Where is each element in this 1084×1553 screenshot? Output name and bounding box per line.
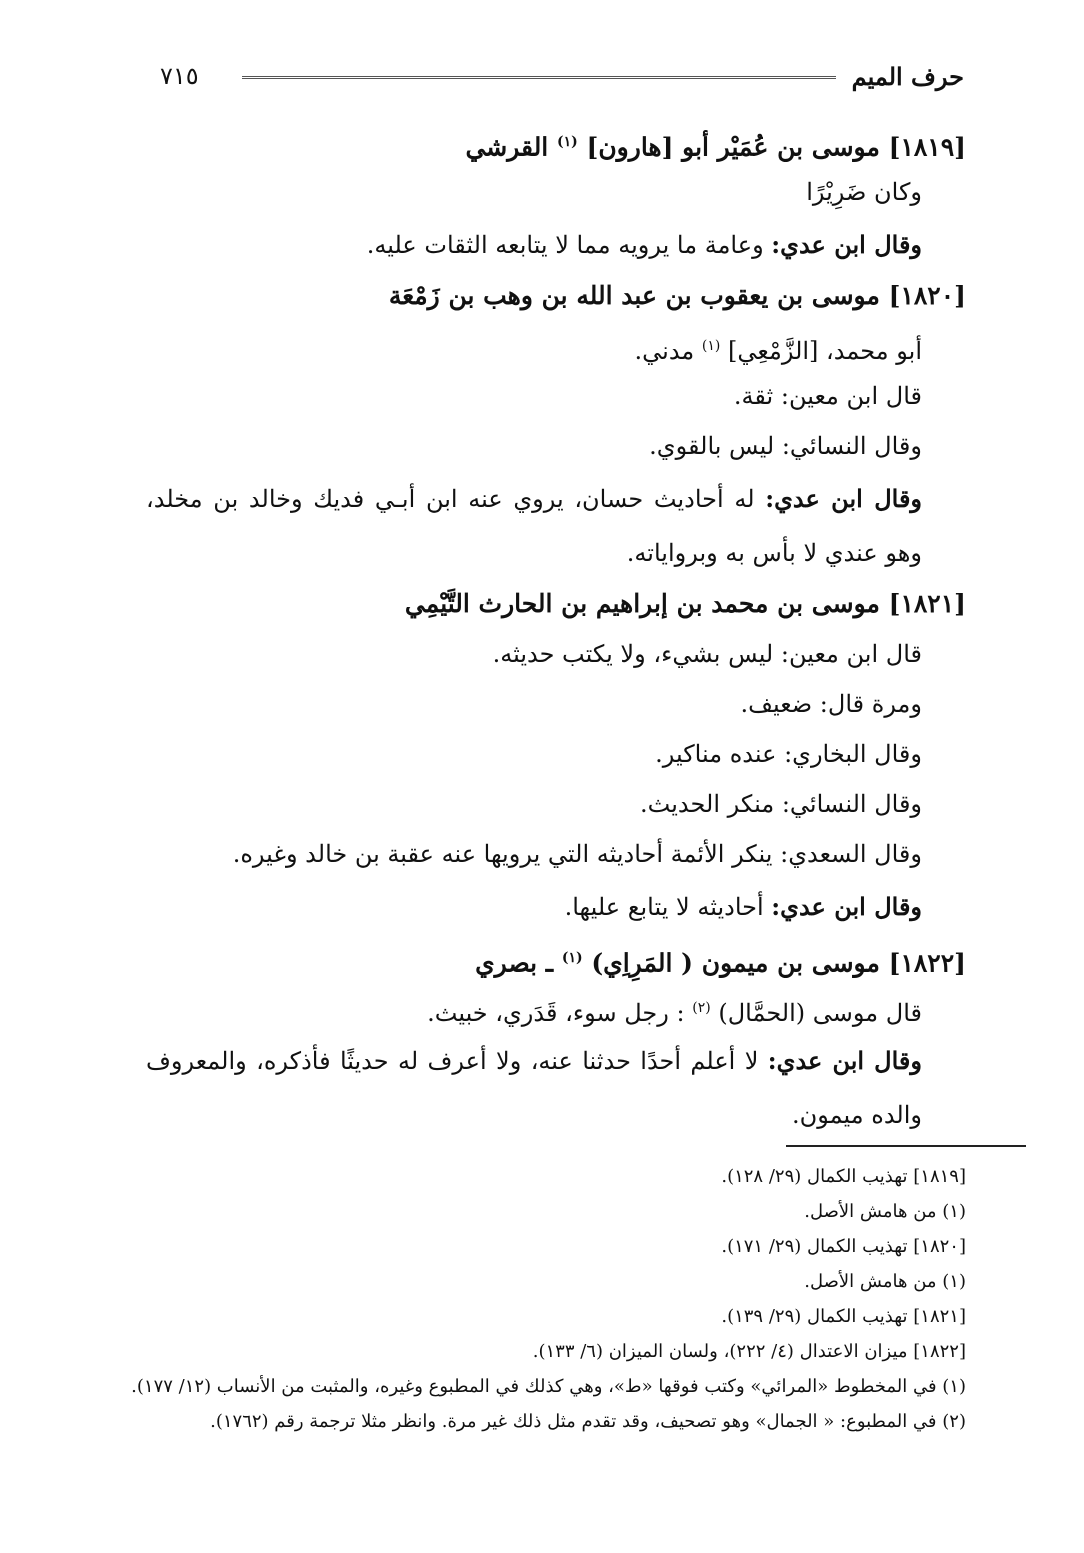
- text-line: وقال النسائي: ليس بالقوي.: [649, 432, 922, 460]
- entry-title-1821: [146, 580, 966, 630]
- speaker-lead: وقال ابن عدي:: [771, 230, 922, 259]
- page-header: [160, 62, 964, 102]
- footnote: (١) في المخطوط «المرائي» وكتب فوقها «ط»، وهي كذلك في المطبوع وغيره، والمثبت من الأنساب (١٢/ ١٧٧).: [131, 1376, 966, 1397]
- text-line: وكان ضَرِيْرًا: [806, 178, 922, 206]
- page-number: ٧١٥: [160, 62, 199, 90]
- speaker-lead: وقال ابن عدي:: [767, 1046, 922, 1075]
- text-paragraph: [146, 880, 966, 934]
- entry-name-tail: القرشي: [465, 132, 549, 162]
- entry-number: [١٨٢٢]: [888, 948, 966, 978]
- line-text-tail: مدني.: [634, 337, 695, 365]
- text-line: قال ابن معين: ثقة.: [733, 382, 922, 410]
- footnote: [١٨٢٠] تهذيب الكمال (٢٩/ ١٧١).: [721, 1236, 966, 1257]
- footnote: [١٨٢٢] ميزان الاعتدال (٤/ ٢٢٢)، ولسان الميزان (٦/ ١٣٣).: [532, 1341, 966, 1362]
- paragraph-text: وعامة ما يرويه مما لا يتابعه الثقات عليه.: [366, 231, 764, 259]
- entry-name-tail: ـ بصري: [475, 948, 554, 978]
- header-rule: [242, 76, 836, 79]
- entry-title-1822: [146, 934, 966, 984]
- footnote: (١) من هامش الأصل.: [804, 1201, 966, 1222]
- text-line: [146, 984, 966, 1034]
- footnote-marker: (٢): [692, 1000, 711, 1016]
- paragraph-text: له أحاديث حسان، يروي عنه ابن أبـي فديك وخالد بن مخلد، وهو عندي لا بأس به وبرواياته.: [146, 485, 922, 567]
- text-paragraph: [146, 1034, 966, 1142]
- text-line: وقال السعدي: ينكر الأئمة أحاديثه التي يرويها عنه عقبة بن خالد وغيره.: [232, 840, 922, 868]
- footnotes: [131, 1162, 966, 1442]
- footnote-marker: (١): [556, 134, 578, 150]
- footnote: [١٨١٩] تهذيب الكمال (٢٩/ ١٢٨).: [721, 1166, 966, 1187]
- line-text-tail: : رجل سوء، قَدَري، خبيث.: [427, 999, 685, 1027]
- line-text: أبو محمد، [الزَّمْعِي]: [728, 337, 922, 365]
- speaker-lead: وقال ابن عدي:: [765, 484, 923, 513]
- footnote-marker: (١): [701, 338, 721, 354]
- entry-number: [١٨٢١]: [888, 589, 966, 618]
- line-text: قال موسى (الحمَّال): [718, 999, 922, 1027]
- text-line: ومرة قال: ضعيف.: [740, 690, 922, 718]
- entry-name: موسى بن يعقوب بن عبد الله بن وهب بن زَمْعَة: [388, 281, 880, 310]
- entry-name: موسى بن عُمَيْر أبو [هارون]: [586, 132, 880, 162]
- entry-title-1820: [146, 272, 966, 322]
- speaker-lead: وقال ابن عدي:: [771, 892, 922, 921]
- text-line: وقال البخاري: عنده مناكير.: [655, 740, 922, 768]
- text-line: [146, 322, 966, 372]
- paragraph-text: لا أعلم أحدًا حدثنا عنه، ولا أعرف له حديثًا فأذكره، والمعروف والده ميمون.: [146, 1047, 922, 1129]
- entry-number: [١٨١٩]: [888, 132, 966, 162]
- footnote: (١) من هامش الأصل.: [804, 1271, 966, 1292]
- footnote-separator: [786, 1145, 1026, 1147]
- entry-number: [١٨٢٠]: [888, 281, 966, 310]
- footnote: (٢) في المطبوع: « الجمال» وهو تصحيف، وقد تقدم مثل ذلك غير مرة. وانظر مثلا ترجمة رقم (١٧٦٢).: [210, 1411, 966, 1432]
- footnote: [١٨٢١] تهذيب الكمال (٢٩/ ١٣٩).: [721, 1306, 966, 1327]
- paragraph-text: أحاديثه لا يتابع عليها.: [564, 893, 764, 921]
- entry-name: موسى بن محمد بن إبراهيم بن الحارث التَّيْمِي: [404, 589, 880, 618]
- entry-name: موسى بن ميمون ( المَرِاِي): [591, 948, 880, 978]
- text-paragraph: [146, 218, 966, 272]
- text-line: وقال النسائي: منكر الحديث.: [640, 790, 922, 818]
- main-text: [146, 118, 966, 1142]
- text-line: قال ابن معين: ليس بشيء، ولا يكتب حديثه.: [492, 640, 922, 668]
- footnote-marker: (١): [561, 950, 583, 966]
- running-head: حرف الميم: [851, 62, 964, 91]
- entry-title-1819: [146, 118, 966, 168]
- text-paragraph: [146, 472, 966, 580]
